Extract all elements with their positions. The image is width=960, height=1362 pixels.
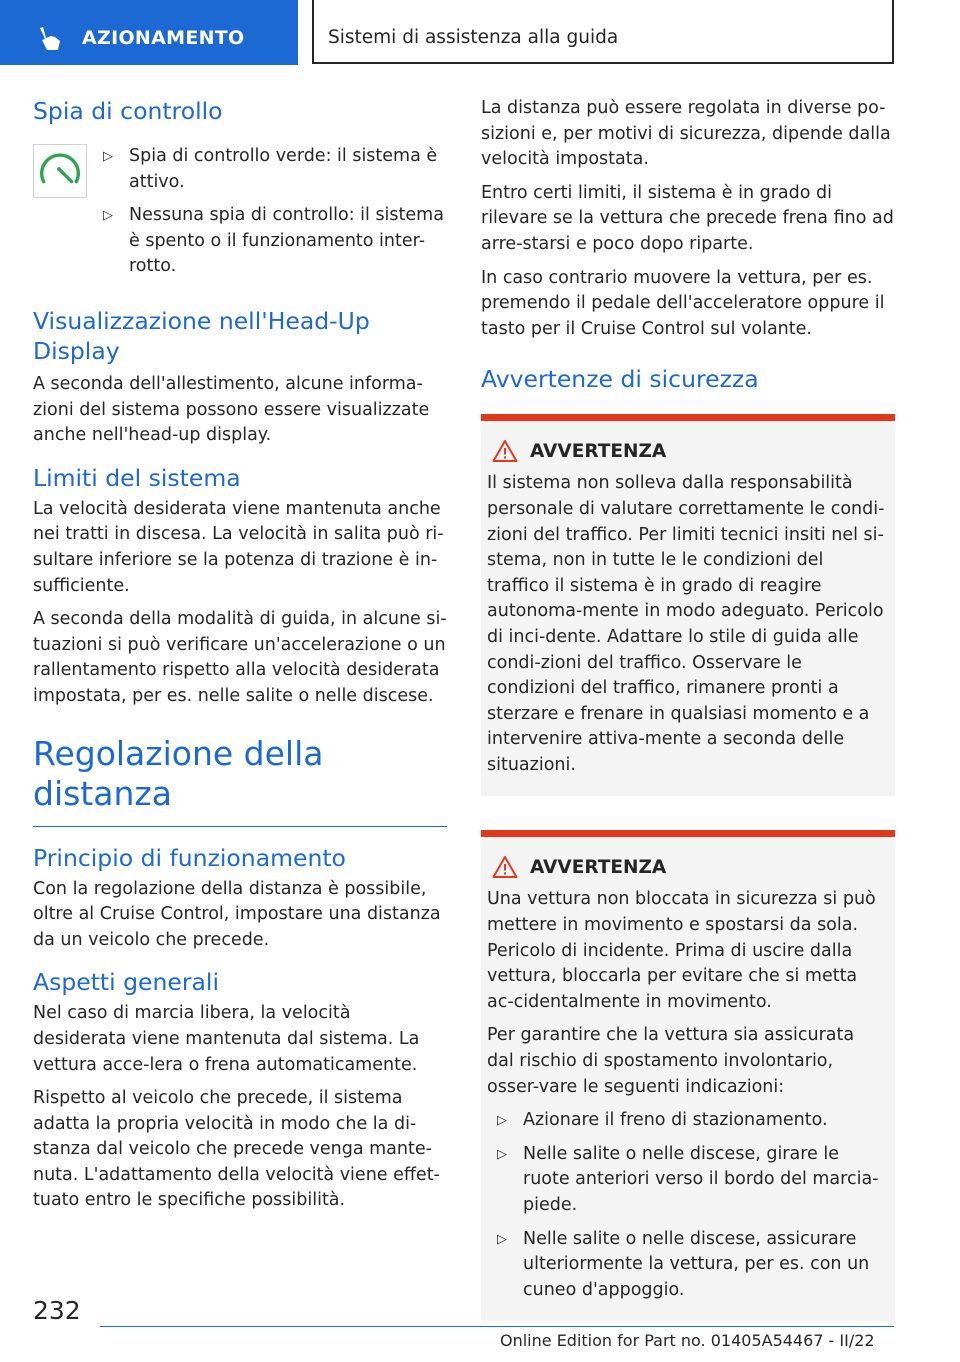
warning-header (487, 855, 885, 879)
limits-heading: Limiti del sistema (33, 463, 241, 492)
warning-header (487, 439, 885, 463)
warning-bullet-2: ▷ Nelle salite o nelle discese, girare le ruote anteriori verso il bordo del marcia-piede. (497, 1142, 885, 1219)
warning-bullet-3: ▷ Nelle salite o nelle discese, assicurare ulteriormente la vettura, per es. con un cuneo d'appoggio. (497, 1227, 885, 1304)
hud-text: A seconda dell'allestimento, alcune informa-zioni del sistema possono essere visualizzate anche nell'head-up display. (33, 374, 430, 446)
right-paragraph-1: La distanza può essere regolata in diverse po-sizioni e, per motivi di sicurezza, dipende dalla velocità impostata. (481, 98, 891, 170)
warning-box-2 (481, 830, 895, 1321)
general-heading: Aspetti generali (33, 968, 219, 997)
warning-bullet-1: ▷ Azionare il freno di stazionamento. (497, 1108, 885, 1134)
page-number: 232 (33, 1296, 81, 1325)
left-column (33, 96, 447, 1214)
indicator-bullet-1: ▷ Spia di controllo verde: il sistema è attivo. (103, 144, 448, 195)
warning-triangle-icon (492, 439, 518, 463)
indicator-bullet-2: ▷ Nessuna spia di controllo: il sistema è spento o il funzionamento inter-rotto. (103, 203, 448, 280)
warning-label: AVVERTENZA (530, 440, 667, 462)
right-paragraph-2: Entro certi limiti, il sistema è in grado di rilevare se la vettura che precede frena fino ad arre-starsi e poco dopo riparte. (481, 182, 894, 254)
distance-heading: Regolazione della distanza (33, 733, 324, 813)
general-paragraph-2: Rispetto al veicolo che precede, il sistema adatta la propria velocità in modo che la di-stanza dal veicolo che precede venga mante-nuta. L'adattamento della velocità viene effet-tuato entro le specifiche possibilità. (33, 1088, 440, 1211)
heading-rule (33, 826, 447, 827)
bullet-triangle-icon: ▷ (497, 1113, 507, 1129)
indicator-heading: Spia di controllo (33, 97, 223, 125)
general-paragraph-1: Nel caso di marcia libera, la velocità desiderata viene mantenuta dal sistema. La vettura acce-lera o frena automaticamente. (33, 1003, 420, 1075)
warning-triangle-icon (492, 855, 518, 879)
section-title: Sistemi di assistenza alla guida (328, 27, 619, 48)
section-header (312, 0, 894, 64)
warning-1-text: Il sistema non solleva dalla responsabilità personale di valutare correttamente le condi-zioni del traffico. Per limiti tecnici insiti nel si-stema, non in tutte le le condizioni del traffico il sistema è in grado di reagire autonoma-mente in modo adeguato. Pericolo di inci-dente. Adattare lo stile di guida alle condi-zioni del traffico. Osservare le condizioni del traffico, rimanere pronti a sterzare e frenare in qualsiasi momento e a intervenire attiva-mente a seconda delle situazioni. (487, 473, 885, 775)
right-paragraph-3: In caso contrario muovere la vettura, per es. premendo il pedale dell'acceleratore oppure il tasto per il Cruise Control sul volante. (481, 267, 885, 339)
bullet-triangle-icon: ▷ (497, 1231, 507, 1247)
chapter-title: AZIONAMENTO (82, 27, 245, 49)
warning-2-paragraph-2: Per garantire che la vettura sia assicurata dal rischio di spostamento involontario, osser-vare le seguenti indicazioni: (487, 1025, 855, 1097)
hud-heading: Visualizzazione nell'Head-Up Display (33, 307, 370, 365)
warning-box-1 (481, 414, 895, 796)
principle-heading: Principio di funzionamento (33, 843, 346, 872)
bullet-triangle-icon: ▷ (497, 1146, 507, 1162)
bullet-triangle-icon: ▷ (103, 208, 113, 224)
right-column (481, 96, 895, 1321)
limits-paragraph-2: A seconda della modalità di guida, in alcune si-tuazioni si può verificare un'accelerazione o un rallentamento rispetto alla velocità desiderata impostata, per es. nelle salite o nelle discese. (33, 609, 447, 706)
warning-2-paragraph-1: Una vettura non bloccata in sicurezza si può mettere in movimento e spostarsi da sola. Pericolo di incidente. Prima di uscire dalla vettura, bloccarla per evitare che si metta ac-cidentalmente in movimento. (487, 889, 876, 1012)
indicator-block (33, 144, 447, 294)
green-speedometer-icon (34, 145, 86, 197)
warning-label: AVVERTENZA (530, 856, 667, 878)
safety-heading: Avvertenze di sicurezza (481, 365, 759, 394)
bullet-triangle-icon: ▷ (103, 149, 113, 164)
edition-note: Online Edition for Part no. 01405A54467 - II/22 (500, 1331, 875, 1350)
principle-text: Con la regolazione della distanza è possibile, oltre al Cruise Control, impostare una distanza da un veicolo che precede. (33, 878, 441, 950)
footer-rule (100, 1326, 894, 1327)
pointing-hand-icon (34, 24, 62, 52)
limits-paragraph-1: La velocità desiderata viene mantenuta anche nei tratti in discesa. La velocità in salita può ri-sultare inferiore se la potenza di trazione è in-sufficiente. (33, 498, 444, 596)
indicator-icon-frame (33, 144, 87, 198)
chapter-tab (0, 0, 298, 65)
